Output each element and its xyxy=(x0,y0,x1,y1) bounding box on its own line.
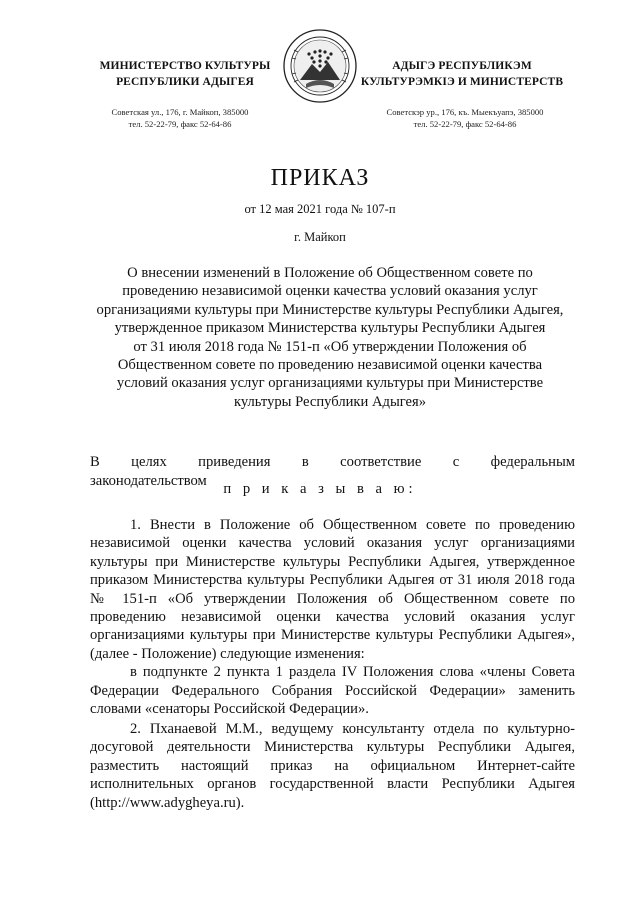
address-adyghe xyxy=(355,106,575,130)
address-line1: Советская ул., 176, г. Майкоп, 385000 xyxy=(111,107,249,117)
subject-line: Общественном совете по проведению независимой оценки качества xyxy=(117,357,543,374)
item-1 xyxy=(90,516,575,718)
coat-of-arms-emblem-icon xyxy=(282,28,358,104)
subject-line: О внесении изменений в Положение об Общественном совете по xyxy=(127,265,533,281)
ministry-name-line2: РЕСПУБЛИКИ АДЫГЕЯ xyxy=(116,76,254,88)
subject-line: организациями культуры при Министерстве культуры Республики Адыгея, xyxy=(96,301,564,318)
document-city: г. Майкоп xyxy=(294,230,346,244)
ministry-name-russian xyxy=(75,58,295,90)
ministry-name-adyghe-line2: КУЛЬТУРЭМКIЭ И МИНИСТЕРСТВ xyxy=(360,76,564,88)
address-russian xyxy=(70,106,290,130)
subject-line: от 31 июля 2018 года № 151-п «Об утверждении Положения об xyxy=(133,338,527,355)
item-1-main-text: 1. Внести в Положение об Общественном совете по проведению независимой оценки качества условий оказания услуг организациями культуры при Министерстве культуры Республики Адыгея, утвержденное приказом Министерства культуры Республики Адыгея от 31 июля 2018 года № 151-п «Об утверждении Положения об Общественном совете по проведению независимой оценки качества условий оказания услуг организациями культуры при Министерстве культуры Республики Адыгея», (далее - Положение) следующие изменения: xyxy=(90,517,575,662)
contact-line: тел. 52-22-79, факс 52-64-86 xyxy=(128,119,232,129)
ministry-name-line1: МИНИСТЕРСТВО КУЛЬТУРЫ xyxy=(99,60,271,72)
subject-line: культуры Республики Адыгея» xyxy=(233,393,427,410)
document-title: ПРИКАЗ xyxy=(270,165,370,191)
subject-line: утвержденное приказом Министерства культуры Республики Адыгея xyxy=(114,320,546,337)
contact-adyghe-line: тел. 52-22-79, факс 52-64-86 xyxy=(413,119,517,129)
subject-line: условий оказания услуг организациями культуры при Министерстве xyxy=(116,375,544,392)
document-subject xyxy=(95,264,565,411)
preamble-line2: законодательством xyxy=(90,473,207,489)
order-word: п р и к а з ы в а ю: xyxy=(223,481,417,497)
subject-line: проведению независимой оценки качества условий оказания услуг xyxy=(122,283,538,300)
document-date: от 12 мая 2021 года № 107-п xyxy=(244,202,396,216)
address-adyghe-line1: Советскэр ур., 176, къ. Мыекъуапэ, 385000 xyxy=(386,107,544,117)
item-1-subitem-text: в подпункте 2 пункта 1 раздела IV Положения слова «члены Совета Федерации Федерального Собрания Российской Федерации» заменить словами «сенаторы Российской Федерации». xyxy=(90,664,575,718)
preamble-line1: В целях приведения в соответствие с федеральным xyxy=(90,454,575,470)
item-2 xyxy=(90,720,575,812)
item-2-text: 2. Пханаевой М.М., ведущему консультанту отдела по культурно-досуговой деятельности Министерства культуры Республики Адыгея, разместить настоящий приказ на официальном Интернет-сайте исполнительных органов государственной власти Республики Адыгея (http://www.adygheya.ru). xyxy=(90,721,575,811)
ministry-name-adyghe-line1: АДЫГЭ РЕСПУБЛИКЭМ xyxy=(392,60,532,72)
ministry-name-adyghe xyxy=(352,58,572,90)
